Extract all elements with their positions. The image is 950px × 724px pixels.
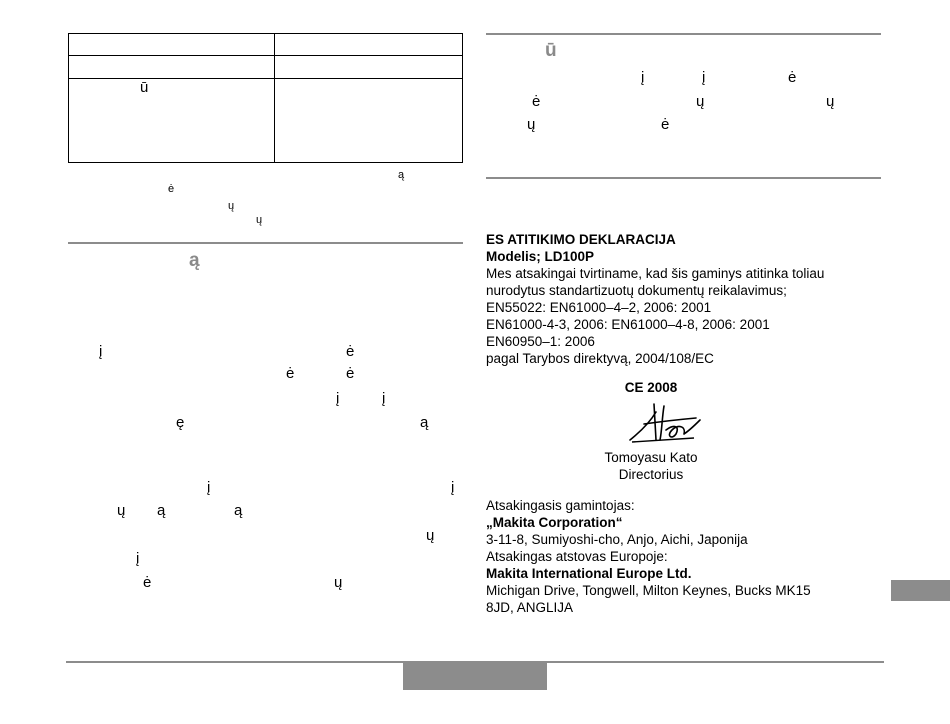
body-fragment: ę bbox=[176, 414, 185, 431]
section-rule bbox=[486, 33, 881, 35]
note-fragment: ų bbox=[228, 200, 235, 212]
declaration-line: pagal Tarybos direktyvą, 2004/108/EC bbox=[486, 351, 714, 366]
body-fragment: į bbox=[336, 390, 340, 407]
body-fragment: ė bbox=[346, 365, 355, 382]
declaration-line: EN60950–1: 2006 bbox=[486, 334, 595, 349]
note-fragment: ė bbox=[168, 183, 175, 195]
ce-mark: CE 2008 bbox=[624, 380, 678, 395]
section-heading: ą bbox=[189, 250, 200, 271]
body-fragment: ą bbox=[157, 502, 166, 519]
manufacturer-address: 3-11-8, Sumiyoshi-cho, Anjo, Aichi, Japonija bbox=[486, 532, 748, 547]
table-cell-fragment: ū bbox=[140, 79, 149, 96]
declaration-model: Modelis; LD100P bbox=[486, 249, 595, 264]
signature-image bbox=[626, 400, 704, 446]
manufacturer-name: „Makita Corporation“ bbox=[486, 515, 623, 530]
table-row-divider bbox=[69, 78, 462, 79]
body-fragment: ą bbox=[234, 502, 243, 519]
body-fragment: ė bbox=[143, 574, 152, 591]
body-fragment: ė bbox=[346, 343, 355, 360]
body-fragment: ė bbox=[532, 93, 541, 110]
note-fragment: ų bbox=[256, 214, 263, 226]
body-fragment: ų bbox=[826, 93, 835, 110]
rep-name: Makita International Europe Ltd. bbox=[486, 566, 692, 581]
signature-stroke bbox=[630, 404, 700, 440]
body-fragment: į bbox=[702, 69, 706, 86]
manufacturer-label: Atsakingasis gamintojas: bbox=[486, 498, 635, 513]
table-row-divider bbox=[69, 55, 462, 56]
body-fragment: ė bbox=[286, 365, 295, 382]
body-fragment: į bbox=[136, 550, 140, 567]
declaration-line: EN55022: EN61000–4–2, 2006: 2001 bbox=[486, 300, 712, 315]
section-rule bbox=[486, 177, 881, 179]
body-fragment: į bbox=[382, 390, 386, 407]
rep-label: Atsakingas atstovas Europoje: bbox=[486, 549, 668, 564]
declaration-line: nurodytus standartizuotų dokumentų reikalavimus; bbox=[486, 283, 787, 298]
body-fragment: ų bbox=[334, 574, 343, 591]
note-fragment: ą bbox=[398, 169, 405, 181]
signatory-name: Tomoyasu Kato bbox=[604, 450, 698, 465]
section-tab-marker bbox=[891, 580, 950, 601]
body-fragment: į bbox=[99, 343, 103, 360]
section-rule bbox=[68, 242, 463, 244]
page-number-block bbox=[403, 662, 547, 690]
section-heading: ū bbox=[545, 40, 557, 61]
body-fragment: į bbox=[207, 479, 211, 496]
signature-stroke bbox=[632, 438, 694, 442]
body-fragment: ė bbox=[788, 69, 797, 86]
body-fragment: ė bbox=[661, 116, 670, 133]
body-fragment: ų bbox=[426, 527, 435, 544]
rep-address: Michigan Drive, Tongwell, Milton Keynes, Bucks MK15 bbox=[486, 583, 811, 598]
declaration-title: ES ATITIKIMO DEKLARACIJA bbox=[486, 232, 676, 247]
spec-table bbox=[68, 33, 463, 163]
body-fragment: į bbox=[451, 479, 455, 496]
rep-address: 8JD, ANGLIJA bbox=[486, 600, 574, 615]
body-fragment: ų bbox=[117, 502, 126, 519]
body-fragment: ų bbox=[527, 116, 536, 133]
body-fragment: į bbox=[641, 69, 645, 86]
declaration-line: Mes atsakingai tvirtiname, kad šis gaminys atitinka toliau bbox=[486, 266, 825, 281]
body-fragment: ą bbox=[420, 414, 429, 431]
body-fragment: ų bbox=[696, 93, 705, 110]
signatory-title: Directorius bbox=[618, 467, 684, 482]
declaration-line: EN61000-4-3, 2006: EN61000–4-8, 2006: 2001 bbox=[486, 317, 770, 332]
table-column-divider bbox=[274, 34, 275, 162]
